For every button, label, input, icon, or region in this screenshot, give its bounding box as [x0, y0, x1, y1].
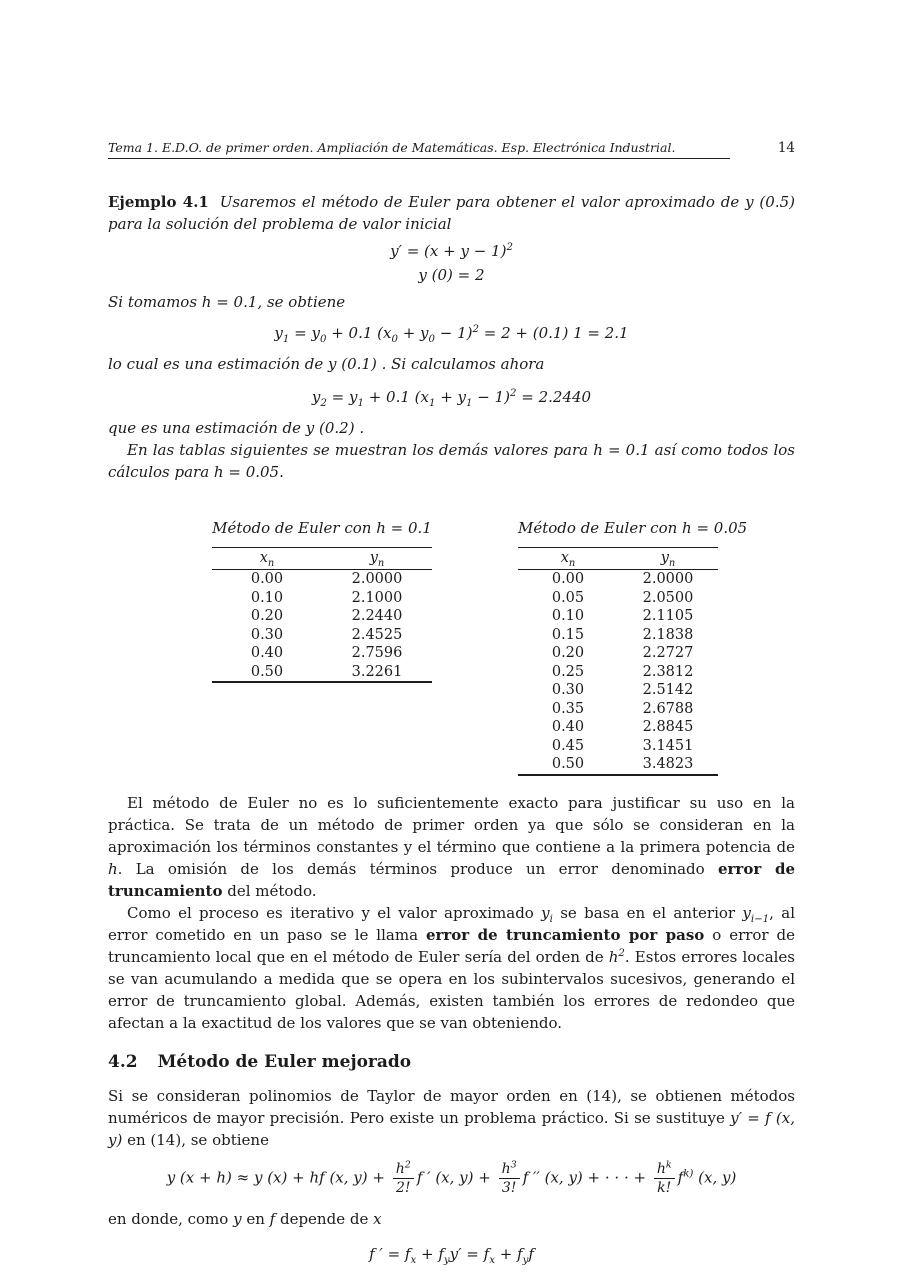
table-cell: 0.15 [551, 626, 585, 643]
table-cell: 0.30 [250, 626, 284, 643]
text-run: x [410, 1254, 417, 1266]
text-run: = 2.2440 [516, 388, 592, 406]
column-header [322, 548, 432, 570]
text-run: + y [397, 324, 429, 342]
text-run: 1 [428, 398, 436, 409]
text-run: (x, y) [693, 1168, 737, 1187]
line-si-tomamos: Si tomamos h = 0.1, se obtiene [108, 293, 346, 311]
text-run: x [259, 550, 268, 566]
text-run: = y [289, 324, 320, 342]
text-run: Ejemplo 4.1 [108, 193, 209, 211]
line-lo-cual: lo cual es una estimación de y (0.1) . Si calculamos ahora [108, 355, 545, 373]
equation-group-ivp [108, 239, 795, 287]
text-run: i [549, 913, 553, 925]
table-cell: 2.0000 [642, 571, 694, 587]
text-run: 2! [396, 1179, 411, 1196]
text-run: + y [435, 388, 467, 406]
table-cell: 0.10 [250, 589, 284, 606]
euler-table-block-h01 [212, 519, 432, 683]
text-run: 1 [466, 398, 473, 409]
text-run: y′ = f [449, 1244, 490, 1263]
text-run: Usaremos el método de Euler para obtener el valor aproximado de y (0.5) para la solución del problema de valor inicial [108, 193, 795, 233]
text-run: h [501, 1160, 511, 1177]
table-cell: 0.00 [250, 571, 284, 587]
table-row [518, 700, 718, 719]
fraction-numerator [654, 1158, 675, 1179]
table-cell: 0.10 [551, 608, 585, 624]
text-run: h [656, 1160, 666, 1177]
euler-table-block-h005 [518, 519, 747, 776]
text-run: h [108, 859, 118, 878]
column-header [518, 548, 618, 570]
fraction [393, 1158, 414, 1196]
text-run: + 0.1 (x [363, 388, 429, 406]
text-run: h [395, 1160, 405, 1177]
column-header [618, 548, 718, 570]
fraction-numerator [393, 1158, 414, 1179]
table-cell: 3.2261 [351, 663, 403, 680]
text-run: 2 [404, 1158, 411, 1170]
text-run: y [522, 1254, 529, 1266]
text-run: f [528, 1244, 534, 1263]
table-cell: 0.35 [551, 700, 585, 717]
equation-ode [108, 239, 795, 263]
table-row [518, 570, 718, 589]
text-run: y′ = f (x, y) [108, 1108, 795, 1149]
table-title-h01: Método de Euler con h = 0.1 [212, 519, 432, 537]
text-run: . Estos errores locales se van acumulando a medida que se opera en los subintervalos sucesivos, generando el error de truncamiento global. Además, existen también los errores de redondeo que afectan a la exactitud de los valores que se van obteniendo. [108, 947, 796, 1032]
text-run: − 1) [472, 388, 511, 406]
table-cell: 0.50 [551, 756, 585, 772]
table-row [518, 737, 718, 756]
text-run: 0 [391, 334, 398, 345]
table-row [212, 644, 432, 663]
paragraph-truncation-step [108, 902, 795, 1034]
fraction-denominator [499, 1179, 520, 1196]
header-page-number: 14 [777, 140, 795, 156]
table-cell: 0.25 [551, 663, 585, 680]
text-run: 3! [501, 1179, 517, 1196]
table-row [212, 607, 432, 626]
text-run: 0 [428, 334, 436, 345]
text-run: error de truncamiento [108, 859, 795, 900]
table-cell: 2.1105 [642, 608, 694, 624]
text-run: f ′′ (x, y) + · · · + [522, 1168, 651, 1187]
page-header [108, 140, 795, 159]
table-row [518, 644, 718, 663]
text-run: 0 [319, 334, 327, 345]
euler-table-h01 [212, 547, 432, 683]
paragraph-truncation-error [108, 792, 795, 902]
text-run: y [233, 1209, 242, 1228]
text-run: o error de truncamiento local que en el método de Euler sería del orden de [108, 925, 796, 966]
table-cell: 0.40 [551, 719, 585, 735]
table-row [518, 607, 718, 626]
text-run: y [274, 324, 283, 342]
table-row [518, 755, 718, 775]
table-row [212, 589, 432, 608]
text-run: 1 [357, 398, 364, 409]
table-cell: 2.5142 [642, 682, 694, 698]
section-number: 4.2 [108, 1051, 138, 1072]
table-cell: 2.7596 [351, 645, 403, 661]
example-paragraph [108, 191, 795, 235]
text-run: f ′ (x, y) + [416, 1168, 496, 1187]
table-cell: 0.20 [250, 608, 284, 624]
text-run: x [373, 1209, 382, 1228]
table-cell: 2.0000 [351, 571, 403, 587]
equation-step1 [108, 321, 795, 345]
table-title-h005: Método de Euler con h = 0.05 [518, 519, 748, 537]
text-run: + f [416, 1244, 444, 1263]
tables-row [108, 519, 795, 776]
text-run: 1 [282, 334, 290, 345]
text-run: x [560, 550, 569, 566]
text-run: x [489, 1254, 495, 1266]
table-row [212, 626, 432, 645]
table-row [518, 626, 718, 645]
table-row [518, 663, 718, 682]
table-cell: 0.20 [551, 645, 585, 661]
text-run: − 1) [435, 324, 473, 342]
column-header [212, 548, 322, 570]
table-cell: 3.1451 [642, 737, 694, 754]
text-run: y (0) = 2 [418, 266, 485, 284]
line-en-donde [108, 1208, 795, 1230]
text-run: del método. [222, 881, 317, 900]
table-cell: 2.0500 [642, 589, 694, 606]
text-run: y (x + h) ≈ y (x) + hf (x, y) + [166, 1168, 390, 1187]
table-cell: 2.1000 [351, 589, 403, 606]
text-run: en donde, como [108, 1209, 234, 1228]
text-run: en [241, 1209, 270, 1228]
fraction-denominator [393, 1179, 414, 1196]
text-run: depende de [275, 1209, 374, 1228]
euler-table-h005 [518, 547, 718, 776]
text-run: k! [657, 1179, 672, 1196]
table-cell: 2.6788 [642, 700, 694, 717]
paragraph-taylor-intro [108, 1085, 795, 1151]
fraction-denominator [654, 1179, 675, 1196]
text-run: 2 [510, 388, 517, 399]
text-run: f [677, 1168, 684, 1187]
text-run: h [608, 947, 619, 966]
table-row [518, 718, 718, 737]
text-run: 2 [618, 947, 625, 959]
fraction-numerator [499, 1158, 520, 1179]
text-run: + 0.1 (x [326, 324, 392, 342]
text-run: , al error cometido en un paso se le llama [108, 903, 795, 944]
table-row [518, 681, 718, 700]
text-run: f [269, 1209, 276, 1228]
text-run: y [311, 388, 321, 406]
text-run: n [377, 557, 385, 569]
table-cell: 2.2727 [642, 645, 694, 661]
table-row [212, 663, 432, 683]
text-run: y [660, 550, 669, 566]
text-run: i−1 [750, 913, 770, 925]
text-run: n [568, 557, 576, 569]
text-run: = y [326, 388, 358, 406]
table-cell: 0.45 [551, 737, 585, 754]
table-row [212, 570, 432, 589]
table-cell: 2.3812 [642, 663, 694, 680]
table-cell: 3.4823 [642, 756, 694, 772]
header-title: Tema 1. E.D.O. de primer orden. Ampliación de Matemáticas. Esp. Electrónica Industrial. [108, 140, 730, 159]
text-run: k) [683, 1168, 694, 1180]
text-run: f ′ = f [369, 1244, 411, 1263]
text-run: + f [494, 1244, 523, 1263]
text-run: 2 [472, 324, 480, 335]
text-run: n [668, 557, 676, 569]
text-run: = 2 + (0.1) 1 = 2.1 [479, 324, 629, 342]
text-run: 2 [506, 242, 513, 253]
table-cell: 2.2440 [351, 608, 403, 624]
text-run: . La omisión de los demás términos produce un error denominado [117, 859, 718, 878]
equation-taylor [108, 1158, 795, 1196]
text-run: Como el proceso es iterativo y el valor aproximado [127, 903, 542, 922]
table-cell: 2.1838 [642, 626, 694, 643]
section-title: Método de Euler mejorado [157, 1051, 412, 1072]
text-run: k [665, 1158, 672, 1170]
table-cell: 0.40 [250, 645, 284, 661]
text-run: y [369, 550, 378, 566]
text-run: se basa en el anterior [552, 903, 743, 922]
text-run: Si se consideran polinomios de Taylor de mayor orden en (14), se obtienen métodos numéricos de mayor precisión. Pero existe un problema práctico. Si se sustituye [108, 1086, 795, 1127]
text-run: y [742, 903, 751, 922]
table-cell: 0.00 [551, 571, 585, 587]
text-run: en (14), se obtiene [122, 1130, 269, 1149]
table-cell: 0.30 [551, 682, 585, 698]
table-row [518, 589, 718, 608]
section-heading [108, 1052, 795, 1073]
text-run: n [267, 557, 275, 569]
fraction [654, 1158, 675, 1196]
text-run: y′ = (x + y − 1) [390, 242, 507, 260]
header-row [212, 548, 432, 570]
text-run: 2 [320, 398, 327, 409]
table-cell: 2.4525 [351, 626, 403, 643]
fraction [499, 1158, 520, 1196]
text-run: y [541, 903, 550, 922]
text-run: error de truncamiento por paso [425, 925, 705, 944]
table-cell: 0.05 [551, 589, 585, 606]
text-run: El método de Euler no es lo suficientemente exacto para justificar su uso en la práctica. Se trata de un método de primer orden ya que sólo se consideran en la aproximación los términos constantes y el término que contiene a la primera potencia de [108, 793, 795, 856]
paragraph-en-las-tablas: En las tablas siguientes se muestran los demás valores para h = 0.1 así como todos los cálculos para h = 0.05. [108, 441, 795, 481]
text-run: 3 [510, 1158, 517, 1170]
equation-f-prime [108, 1242, 795, 1266]
table-cell: 2.8845 [642, 719, 694, 735]
header-row [518, 548, 718, 570]
text-run: y [443, 1254, 450, 1266]
line-que-es: que es una estimación de y (0.2) . [108, 419, 365, 437]
equation-step2 [108, 385, 795, 409]
equation-initial-condition [108, 263, 795, 287]
table-cell: 0.50 [250, 663, 284, 680]
